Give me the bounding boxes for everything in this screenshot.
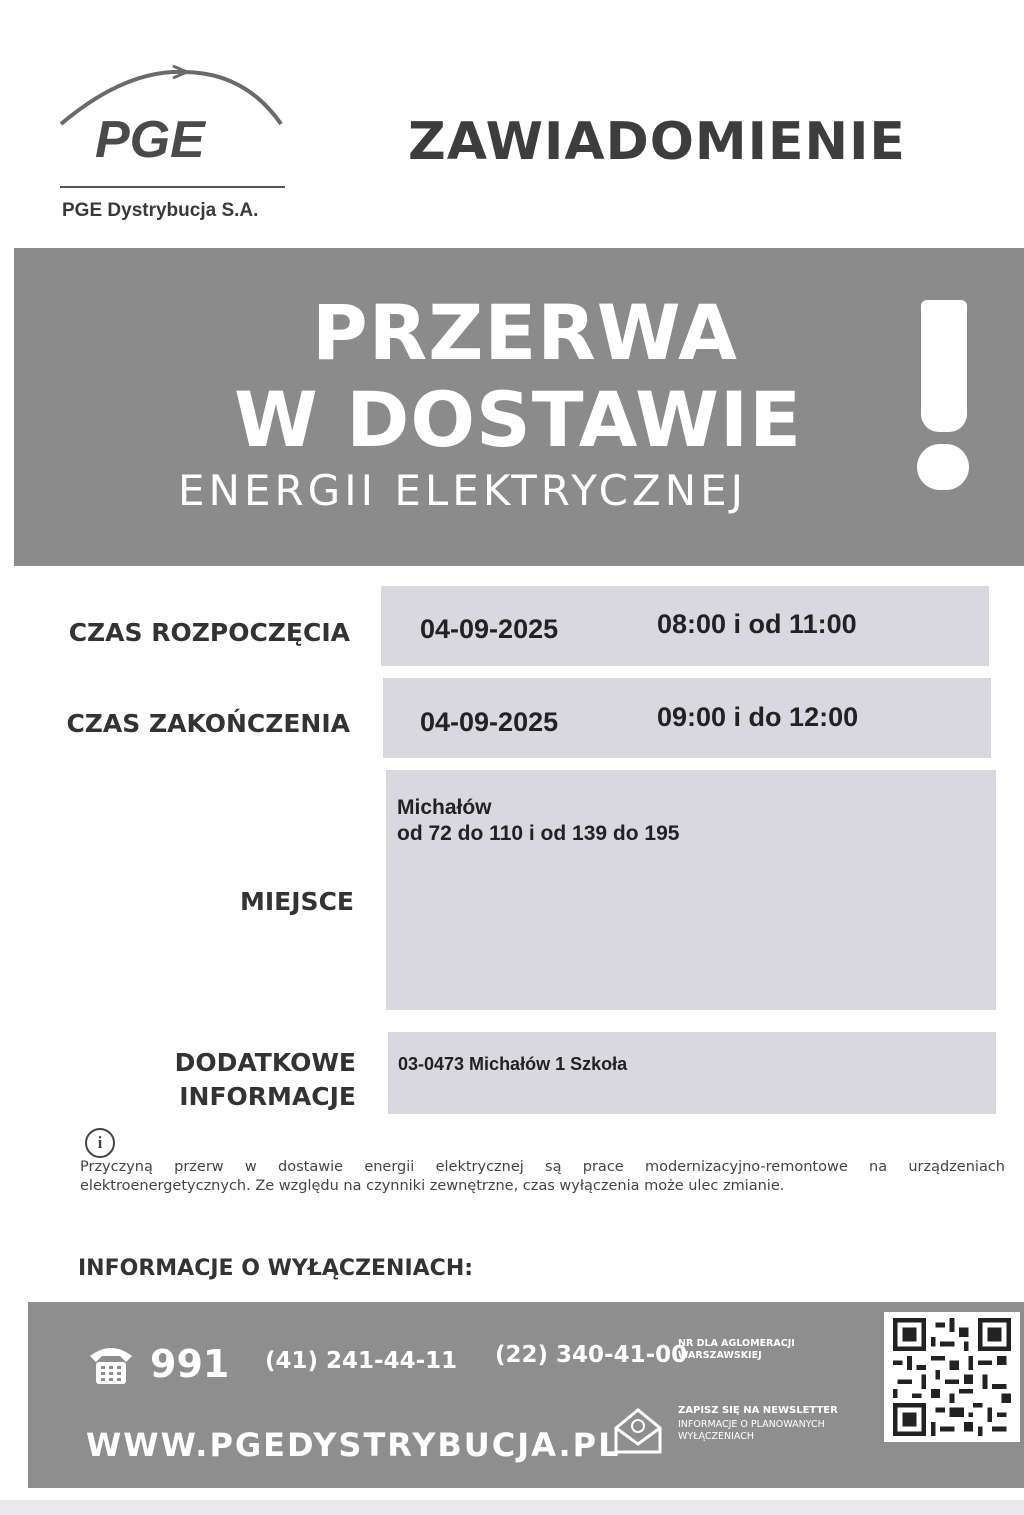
end-time-label: CZAS ZAKOŃCZENIA bbox=[66, 709, 350, 738]
newsletter-subtitle: INFORMACJE O PLANOWANYCH WYŁĄCZENIACH bbox=[678, 1419, 825, 1442]
start-time: 08:00 i od 11:00 bbox=[657, 609, 857, 639]
additional-info-label-line2: INFORMACJE bbox=[179, 1082, 356, 1111]
exclamation-icon bbox=[921, 300, 967, 432]
website-link[interactable]: WWW.PGEDYSTRYBUCJA.PL bbox=[86, 1426, 621, 1464]
phone-number-2: (41) 241-44-11 bbox=[265, 1348, 458, 1374]
notice-title: ZAWIADOMIENIE bbox=[408, 112, 906, 172]
disclaimer-text: Przyczyną przerw w dostawie energii elektrycznej są prace modernizacyjno-remontowe na urządzeniach elektroenergetycznych. Ze względu na czynniki zewnętrzne, czas wyłączenia może ulec zmianie. bbox=[80, 1159, 1005, 1194]
info-icon: i bbox=[85, 1128, 115, 1158]
start-time-label: CZAS ROZPOCZĘCIA bbox=[68, 618, 350, 647]
main-phone-number: 991 bbox=[150, 1342, 230, 1386]
page-bottom-edge bbox=[0, 1500, 1024, 1515]
place-line2: od 72 do 110 i od 139 do 195 bbox=[397, 822, 680, 845]
place-line1: Michałów bbox=[397, 796, 492, 819]
logo-text: PGE bbox=[95, 111, 205, 169]
end-date: 04-09-2025 bbox=[420, 707, 559, 737]
phone-number-3-note: NR DLA AGLOMERACJI WARSZAWSKIEJ bbox=[678, 1338, 795, 1361]
pge-logo bbox=[55, 62, 295, 192]
place-label: MIEJSCE bbox=[240, 887, 354, 916]
phone-icon bbox=[86, 1340, 136, 1386]
additional-info-value: 03-0473 Michałów 1 Szkoła bbox=[398, 1054, 628, 1074]
phone-number-3: (22) 340-41-00 bbox=[495, 1342, 688, 1368]
additional-info-label-line1: DODATKOWE bbox=[174, 1048, 356, 1077]
qr-code-icon[interactable] bbox=[884, 1312, 1020, 1442]
start-date: 04-09-2025 bbox=[420, 614, 559, 644]
end-time: 09:00 i do 12:00 bbox=[657, 702, 859, 732]
exclamation-dot bbox=[917, 444, 969, 490]
contact-heading: INFORMACJE O WYŁĄCZENIACH: bbox=[78, 1256, 474, 1281]
mail-icon bbox=[612, 1406, 664, 1456]
additional-info-label bbox=[60, 1046, 356, 1114]
banner-subheadline: ENERGII ELEKTRYCZNEJ bbox=[178, 466, 748, 515]
banner-headline-line1: PRZERWA bbox=[312, 288, 739, 377]
company-name: PGE Dystrybucja S.A. bbox=[62, 200, 259, 221]
newsletter-title: ZAPISZ SIĘ NA NEWSLETTER bbox=[678, 1405, 838, 1416]
banner-headline-line2: W DOSTAWIE bbox=[234, 375, 803, 464]
